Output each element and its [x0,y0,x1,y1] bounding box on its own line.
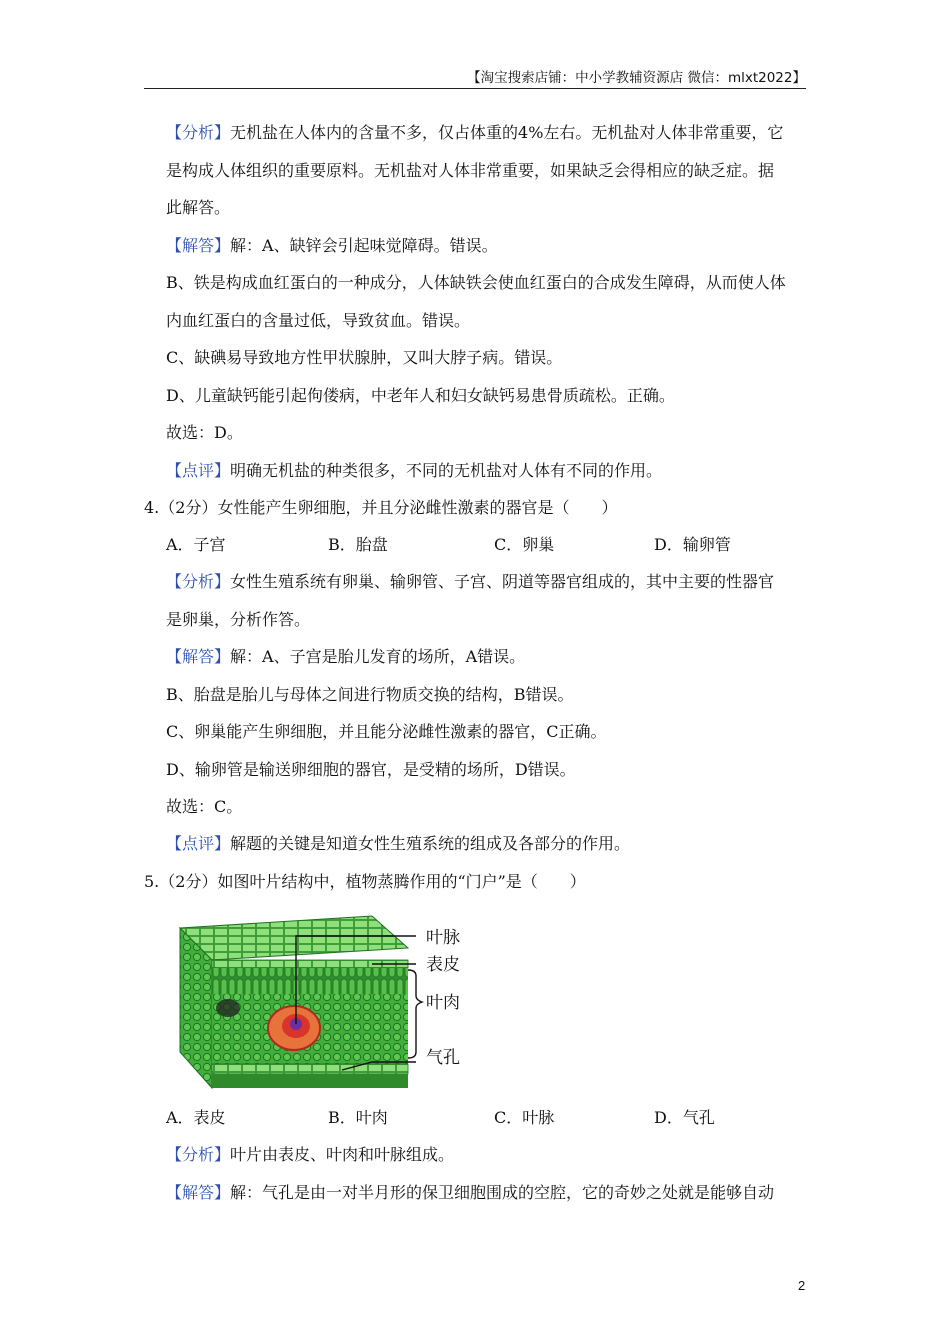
label-mesophyll: 叶肉 [426,993,460,1012]
q3-analysis-line-3: 此解答。 [166,198,231,217]
q3-choice: 故选：D。 [166,423,243,442]
q5-option-b: B．叶肉 [328,1108,388,1127]
page-number: 2 [798,1278,806,1293]
q5-answer-line-1: 【解答】解：气孔是由一对半月形的保卫细胞围成的空腔，它的奇妙之处就是能够自动 [166,1183,775,1202]
q3-answer-line-4: C、缺碘易导致地方性甲状腺肿，又叫大脖子病。错误。 [166,348,563,367]
answer-tag: 【解答】 [166,1183,231,1202]
q4-option-b: B．胎盘 [328,535,388,554]
q3-answer-line-1: 【解答】解：A、缺锌会引起味觉障碍。错误。 [166,236,498,255]
q4-option-c: C．卵巢 [494,535,555,554]
q4-analysis-line-2: 是卵巢，分析作答。 [166,610,311,629]
lower-epidermis-band [212,1064,408,1074]
q4-answer-line-1: 【解答】解：A、子宫是胎儿发育的场所，A错误。 [166,647,526,666]
analysis-tag: 【分析】 [166,572,231,591]
leaf-structure-figure [172,912,468,1096]
header-divider [144,88,806,89]
analysis-tag: 【分析】 [166,123,231,142]
analysis-tag: 【分析】 [166,1145,231,1164]
top-epidermis-shape [180,916,408,960]
q5-stem: 5.（2分）如图叶片结构中，植物蒸腾作用的“门户”是（ ） [144,872,586,891]
answer-tag: 【解答】 [166,647,231,666]
q5-option-a: A．表皮 [166,1108,226,1127]
label-epidermis: 表皮 [426,955,460,974]
q3-answer-line-2: B、铁是构成血红蛋白的一种成分，人体缺铁会使血红蛋白的合成发生障碍，从而使人体 [166,273,786,292]
page-header: 【淘宝搜索店铺：中小学教辅资源店 微信：mlxt2022】 [467,70,806,86]
q5-option-d: D．气孔 [654,1108,715,1127]
comment-tag: 【点评】 [166,834,231,853]
q4-analysis-line-1: 【分析】女性生殖系统有卵巢、输卵管、子宫、阴道等器官组成的，其中主要的性器官 [166,572,775,591]
q5-option-c: C．叶脉 [494,1108,555,1127]
label-stoma: 气孔 [426,1048,460,1067]
q5-analysis-line-1: 【分析】叶片由表皮、叶肉和叶脉组成。 [166,1145,455,1164]
bottom-edge-shape [212,1074,408,1088]
q4-answer-line-4: D、输卵管是输送卵细胞的器官，是受精的场所，D错误。 [166,760,576,779]
mesophyll-brace [408,970,422,1058]
q4-stem: 4.（2分）女性能产生卵细胞，并且分泌雌性激素的器官是（ ） [144,498,618,517]
q3-analysis-line-1: 【分析】无机盐在人体内的含量不多，仅占体重的4%左右。无机盐对人体非常重要，它 [166,123,784,142]
label-vein: 叶脉 [426,928,460,947]
q4-choice: 故选：C。 [166,797,243,816]
q4-option-a: A．子宫 [166,535,226,554]
q3-analysis-line-2: 是构成人体组织的重要原料。无机盐对人体非常重要，如果缺乏会得相应的缺乏症。据 [166,161,775,180]
q3-comment: 【点评】明确无机盐的种类很多，不同的无机盐对人体有不同的作用。 [166,461,663,480]
comment-tag: 【点评】 [166,461,231,480]
q3-answer-line-5: D、儿童缺钙能引起佝偻病，中老年人和妇女缺钙易患骨质疏松。正确。 [166,386,675,405]
q3-answer-line-3: 内血红蛋白的含量过低，导致贫血。错误。 [166,311,471,330]
answer-tag: 【解答】 [166,236,231,255]
q4-answer-line-3: C、卵巢能产生卵细胞，并且能分泌雌性激素的器官，C正确。 [166,722,607,741]
q4-option-d: D．输卵管 [654,535,731,554]
q4-answer-line-2: B、胎盘是胎儿与母体之间进行物质交换的结构，B错误。 [166,685,574,704]
q4-comment: 【点评】解题的关键是知道女性生殖系统的组成及各部分的作用。 [166,834,631,853]
palisade-layer [212,968,408,994]
side-stoma-shape [216,999,240,1017]
